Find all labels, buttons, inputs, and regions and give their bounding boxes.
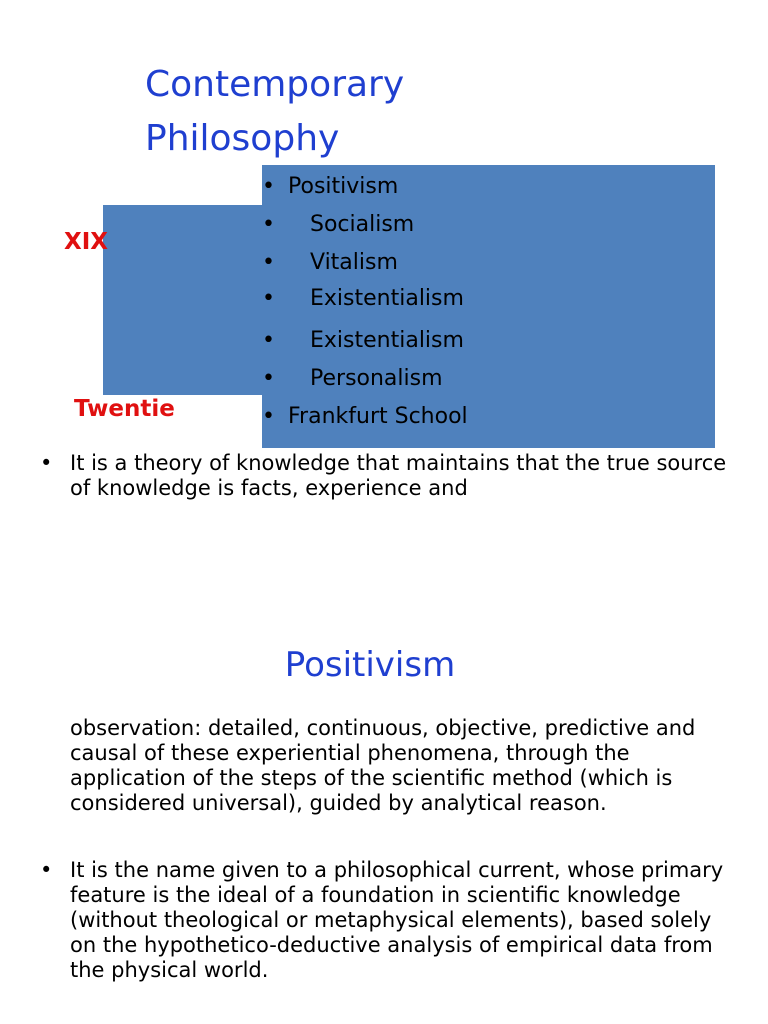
bullet-icon: • xyxy=(262,212,275,237)
movement-item-vitalism xyxy=(262,248,398,278)
era-label-twentieth: Twentie xyxy=(74,396,175,422)
movement-label: Vitalism xyxy=(310,250,398,275)
slide-title-line-2: Philosophy xyxy=(145,118,340,159)
movement-label: Frankfurt School xyxy=(288,404,468,429)
bullet-icon: • xyxy=(262,286,275,311)
bullet-icon: • xyxy=(262,250,275,275)
paragraph-definition xyxy=(40,451,740,501)
movement-item-existentialism-2 xyxy=(262,326,464,356)
movement-label: Personalism xyxy=(310,366,443,391)
paragraph-text: It is the name given to a philosophical current, whose primary feature is the ideal of a foundation in scientific knowledge (without theological or metaphysical elements), based solely on the hypothetico-deductive analysis of empirical data from the physical world. xyxy=(70,858,724,982)
slide-title xyxy=(145,58,404,166)
movement-item-existentialism xyxy=(262,284,464,314)
bullet-icon: • xyxy=(40,858,53,882)
era-label-nineteenth: XIX xyxy=(64,229,109,255)
bullet-icon: • xyxy=(262,404,275,429)
movement-label: Positivism xyxy=(288,174,399,199)
bullet-icon: • xyxy=(262,174,275,199)
paragraph-text: It is a theory of knowledge that maintains that the true source of knowledge is facts, experience and xyxy=(70,451,727,500)
bullet-icon: • xyxy=(40,451,53,475)
movement-label: Existentialism xyxy=(310,286,464,311)
movement-label: Socialism xyxy=(310,212,415,237)
bullet-icon: • xyxy=(262,328,275,353)
slide-title-line-1: Contemporary xyxy=(145,64,405,105)
timeline-box-nineteenth xyxy=(103,205,263,395)
movement-item-frankfurt-school xyxy=(262,402,468,432)
movement-item-positivism xyxy=(262,172,398,202)
paragraph-continuation: observation: detailed, continuous, objective, predictive and causal of these experiential phenomena, through the application of the steps of the scientific method (which is considered universal), guided by analytical reason. xyxy=(70,716,696,815)
paragraph-current xyxy=(40,858,740,983)
movement-label: Existentialism xyxy=(310,328,464,353)
section-heading: Positivism xyxy=(284,645,456,685)
bullet-icon: • xyxy=(262,366,275,391)
movement-item-personalism xyxy=(262,364,443,394)
movement-item-socialism xyxy=(262,210,414,240)
